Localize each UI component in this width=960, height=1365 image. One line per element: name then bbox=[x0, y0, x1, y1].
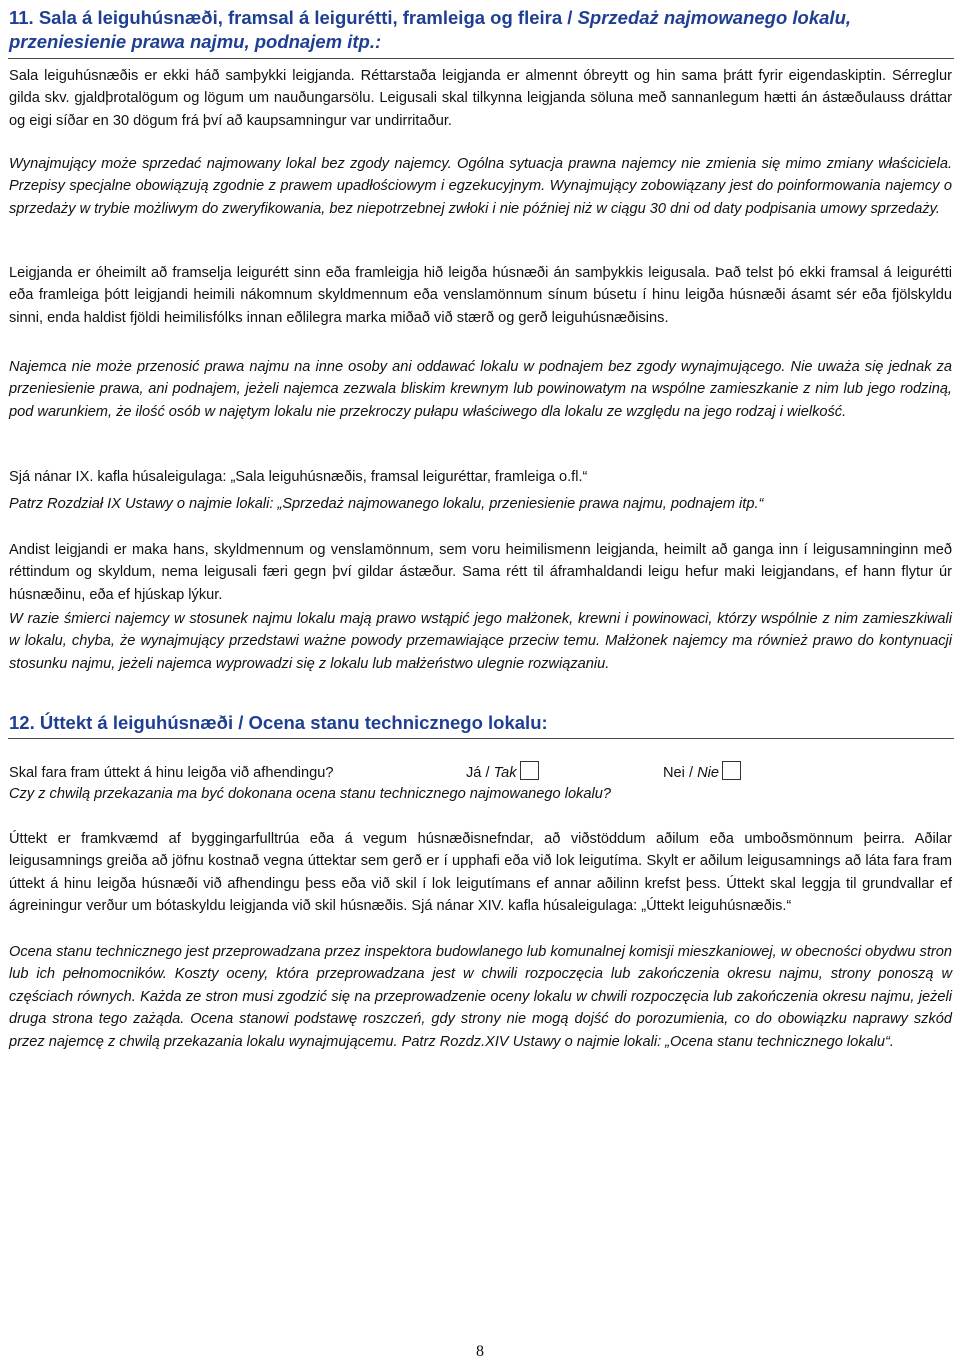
yes-option bbox=[466, 761, 539, 783]
yes-label-pl: Tak bbox=[493, 765, 517, 781]
no-label-pl: Nie bbox=[697, 765, 719, 781]
inspection-question-pl bbox=[9, 784, 611, 804]
section-11-paragraph-2-pl: Najemca nie może przenosić prawa najmu na inne osoby ani oddawać lokalu w podnajem bez zgody wynajmującego. Nie uważa się jednak za przeniesienie prawa, ani podnajem, jeżeli najemca zezwala bliskim krewnym lub powinowatym na wspólne zamieszkanie z nim lub jego rodziną, pod warunkiem, że ilość osób w najętym lokalu nie przekroczy pułapu właściwego dla lokalu ze względu na jego rodzaj i wielkość. bbox=[9, 359, 952, 420]
section-11-title bbox=[9, 6, 954, 54]
section-11-title-text: 11. Sala á leiguhúsnæði, framsal á leigurétti, framleiga og fleira / bbox=[9, 7, 578, 28]
section-11-paragraph-2-is: Leigjanda er óheimilt að framselja leigurétt sinn eða framleigja hið leigða húsnæði án samþykkis leigusala. Það telst þó ekki framsal á leigurétti eða framleiga þótt leigjandi heimili nákomnum skyldmennum eða venslamönnum sínum búsetu í hinu leigða húsnæði ásamt sér eða fjölskyldu sinni, enda haldist fjöldi heimilisfólks innan eðlilegra marka miðað við stærð og gerð leiguhúsnæðisins. bbox=[9, 265, 952, 326]
inspection-question-pl-text: Czy z chwilą przekazania ma być dokonana ocena stanu technicznego najmowanego lokalu? bbox=[9, 786, 611, 802]
section-12-paragraph-1-is: Úttekt er framkvæmd af byggingarfulltrúa eða á vegum húsnæðisnefndar, að viðstöddum aðilum eða umboðsmönnum þeirra. Aðilar leigusamnings greiða að jöfnu kostnað vegna úttektar sem gerð er í upphafi eða við lok leigutíma. Skylt er aðilum leigusamnings að láta fara fram úttekt á hinu leigða húsnæði við afhendingu þess eða við skil í lok leigutímans ef annar aðilinn krefst þess. Úttekt skal leggja til grundvallar ef ágreiningur verður um bótaskyldu leigjanda við skil húsnæðis. Sjá nánar XIV. kafla húsaleigulaga: „Úttekt leiguhúsnæðis.“ bbox=[9, 831, 952, 915]
section-11-reference-is: Sjá nánar IX. kafla húsaleigulaga: „Sala leiguhúsnæðis, framsal leiguréttar, framleiga o.fl.“ bbox=[9, 469, 588, 485]
section-11-divider bbox=[8, 58, 954, 59]
page-number: 8 bbox=[476, 1343, 484, 1360]
section-11-paragraph-3-pl: W razie śmierci najemcy w stosunek najmu lokalu mają prawo wstąpić jego małżonek, krewni i powinowaci, którzy wspólnie z nim zamieszkiwali w lokalu, chyba, że wynajmujący przedstawi ważne powody przemawiające przeciw temu. Małżonek najemcy ma również prawo do kontynuacji stosunku najmu, jeżeli najemca wyprowadzi się z lokalu lub małżeństwo ulegnie rozwiązaniu. bbox=[9, 611, 952, 672]
section-11-title-italic: Sprzedaż najmowanego lokalu, bbox=[577, 7, 852, 28]
section-11-paragraph-1-is: Sala leiguhúsnæðis er ekki háð samþykki leigjanda. Réttarstaða leigjanda er almennt óbreytt og hin sama þrátt fyrir eigendaskiptin. Sérreglur gilda skv. gjaldþrotalögum og lögum um nauðungarsölu. Leigusali skal tilkynna leigjanda söluna með sannanlegum hætti án ástæðulauss dráttar og eigi síðar en 30 dögum frá því að kaupsamningur var undirritaður. bbox=[9, 68, 952, 129]
section-11-paragraph-1-pl: Wynajmujący może sprzedać najmowany lokal bez zgody najemcy. Ogólna sytuacja prawna najemcy nie zmienia się mimo zmiany właściciela. Przepisy specjalne obowiązują zgodnie z prawem upadłościowym i egzekucyjnym. Wynajmujący zobowiązany jest do poinformowania najemcy o sprzedaży w trybie możliwym do zweryfikowania, bez niepotrzebnej zwłoki i nie później niż w ciągu 30 dni od daty podpisania umowy sprzedaży. bbox=[9, 156, 952, 217]
section-11-reference-pl: Patrz Rozdział IX Ustawy o najmie lokali: „Sprzedaż najmowanego lokalu, przeniesienie prawa najmu, podnajem itp.“ bbox=[9, 496, 764, 512]
yes-label: Já / bbox=[466, 765, 494, 781]
inspection-question-text: Skal fara fram úttekt á hinu leigða við afhendingu? bbox=[9, 765, 334, 781]
inspection-question-is bbox=[9, 763, 334, 783]
section-12-title bbox=[9, 711, 954, 735]
section-12-title-text: 12. Úttekt á leiguhúsnæði / bbox=[9, 712, 249, 733]
no-option bbox=[663, 761, 741, 783]
section-12-paragraph-1-pl: Ocena stanu technicznego jest przeprowadzana przez inspektora budowlanego lub komunalnej komisji mieszkaniowej, w obecności obydwu stron lub ich pełnomocników. Koszty oceny, która przeprowadzana jest w chwili rozpoczęcia lub zakończenia okresu najmu, strony ponoszą w częściach równych. Każda ze stron musi zgodzić się na przeprowadzenie oceny lokalu w chwili rozpoczęcia lub zakończenia okresu najmu, jeżeli druga strona tego zażąda. Ocena stanowi podstawę roszczeń, gdy strony nie mogą dojść do porozumienia, co do obowiązku naprawy szkód przez najemcę z chwilą przekazania lokalu wynajmującemu. Patrz Rozdz.XIV Ustawy o najmie lokali: „Ocena stanu technicznego lokalu“. bbox=[9, 944, 952, 1050]
no-checkbox[interactable] bbox=[722, 761, 741, 780]
section-12-divider bbox=[8, 738, 954, 739]
section-11-title-line2: przeniesienie prawa najmu, podnajem itp.: bbox=[9, 31, 382, 52]
no-label: Nei / bbox=[663, 765, 698, 781]
section-11-paragraph-3-is: Andist leigjandi er maka hans, skyldmennum og venslamönnum, sem voru heimilismenn leigjanda, heimilt að ganga inn í leigusamninginn með réttindum og skyldum, nema leigusali færi gegn því gildar ástæður. Sama rétt til áframhaldandi leigu hefur maki leigjandans, ef hann flytur úr húsnæðinu, eða ef hjúskap lýkur. bbox=[9, 542, 952, 603]
section-12-title-tail: Ocena stanu technicznego lokalu: bbox=[248, 712, 548, 733]
yes-checkbox[interactable] bbox=[520, 761, 539, 780]
